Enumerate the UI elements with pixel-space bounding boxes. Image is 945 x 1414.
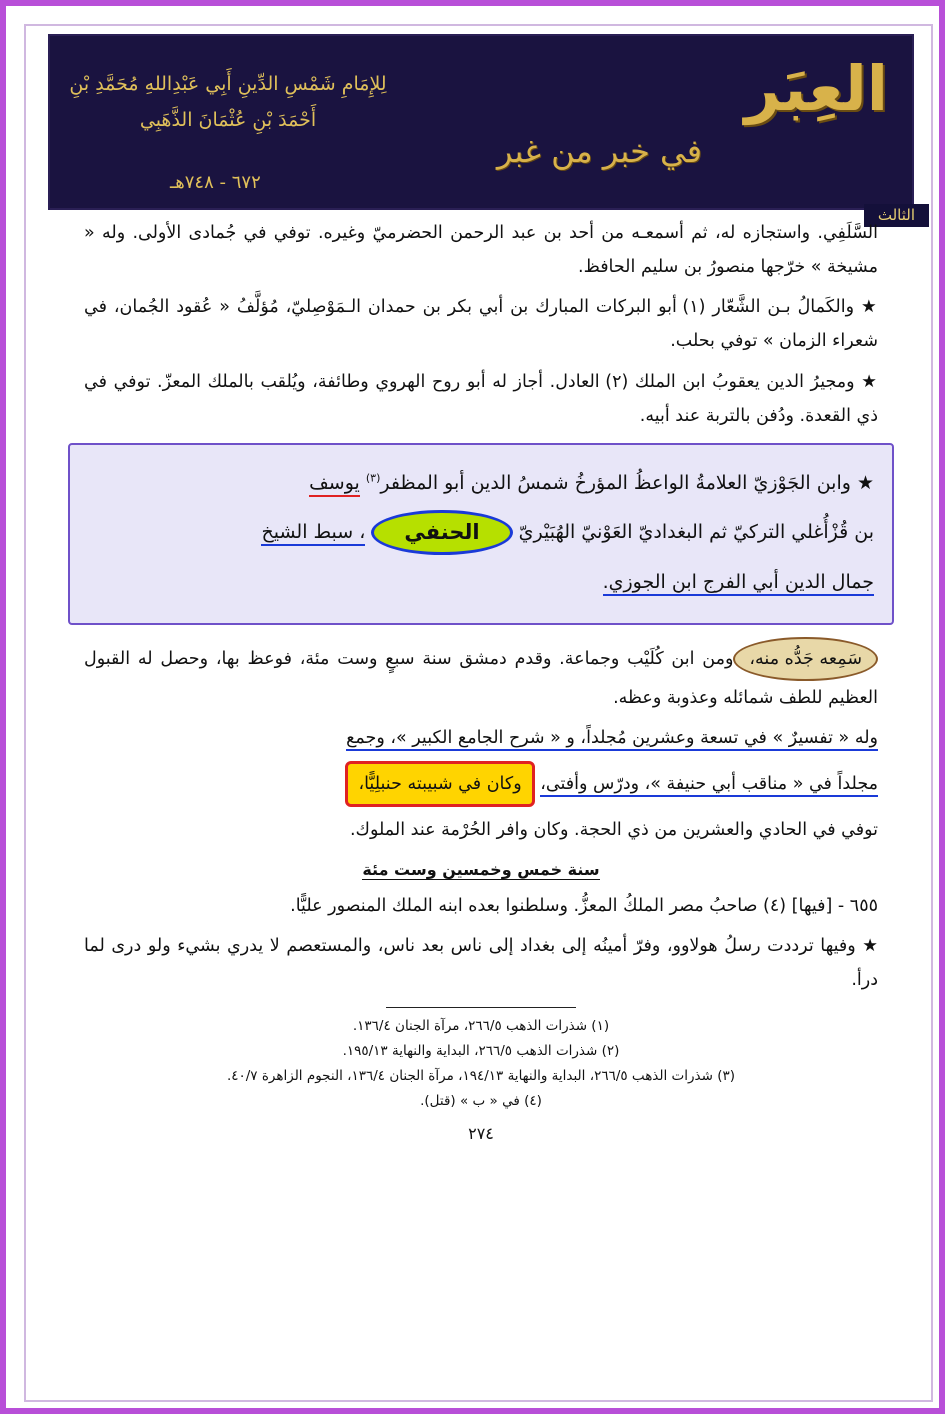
box-line-2 <box>88 508 874 557</box>
paragraph-5 <box>66 721 896 755</box>
footnote-list <box>66 1014 896 1114</box>
volume-tab: الثالث <box>864 204 929 227</box>
page-inner <box>24 24 933 1402</box>
box-line-1-text: ★ وابن الجَوْزيّ العلامةُ الواعظُ المؤرخُ شمسُ الدين أبو المظفر <box>380 471 874 494</box>
page-number: ٢٧٤ <box>468 1123 494 1143</box>
box-line-2-text: بن قُزْأُغلي التركيّ ثم البغداديّ العَوْنيّ الهُبَيْريّ <box>518 521 874 544</box>
paragraph-3: ★ ومجيرُ الدين يعقوبُ ابن الملك (٢) العادل. أجاز له أبو روح الهروي وطائفة، ويُلقب بالملك المعزّ. توفي في ذي القعدة. ودُفن بالتربة عند أبيه. <box>84 371 878 426</box>
paragraph-5b-underlined-blue: مجلداً في « مناقب أبي حنيفة »، ودرّس وأفتى، <box>540 774 878 797</box>
footnote-marker-3: (٣) <box>365 471 381 485</box>
box-line-3 <box>88 558 874 607</box>
ellipse-samia-jadduh: سَمِعه جَدُّه منه، <box>733 637 878 681</box>
title-banner <box>48 34 914 210</box>
paragraph-6: توفي في الحادي والعشرين من ذي الحجة. وكان وافر الحُرْمة عند الملوك. <box>349 820 878 841</box>
book-subtitle: في خبر من غبر <box>496 132 702 170</box>
book-title: العِبَر <box>744 52 888 125</box>
paragraph-8: ★ وفيها ترددت رسلُ هولاوو، وفرّ أمينُه إلى بغداد إلى ناس بعد ناس، والمستعصم لا يدري بشيء ولو درى لما درأ. <box>84 935 878 990</box>
paragraph-7: ٦٥٥ - [فيها] (٤) صاحبُ مصر الملكُ المعزُّ. وسلطنوا بعده ابنه الملك المنصور عليًّا. <box>290 895 878 916</box>
book-author: لِلإِمَامِ شَمْسِ الدِّينِ أَبِي عَبْدِاللهِ مُحَمَّدِ بْنِ أَحْمَدَ بْنِ عُثْمَانَ الذَّهَبِي <box>69 73 387 132</box>
footnote-item: (٤) في « ب » (قتل). <box>420 1093 542 1110</box>
footnote-separator <box>386 1007 576 1008</box>
year-heading <box>66 854 896 885</box>
paragraph-2: ★ والكَمالُ بـن الشَّعّار (١) أبو البركات المبارك بن أبي بكر بن حمدان الـمَوْصِليّ، مُؤلَّفُ « عُقود الجُمان، في شعراء الزمان » توفي بحلب. <box>84 297 879 352</box>
box-line-2-tail-underlined-blue: ، سبط الشيخ <box>261 521 365 546</box>
box-line-1 <box>88 459 874 508</box>
year-heading-text: سنة خمس وخمسين وست مئة <box>362 859 600 879</box>
paragraph-4 <box>66 637 896 715</box>
page-body <box>66 216 896 1149</box>
author-dates: ٦٧٢ - ٧٤٨هـ <box>170 172 261 193</box>
footnote-item: (٣) شذرات الذهب ٢٦٦/٥، البداية والنهاية ١٩٤/١٣، مرآة الجنان ١٣٦/٤، النجوم الزاهرة ٤٠/٧. <box>226 1068 736 1085</box>
name-youssef-underlined-red: يوسف <box>309 472 360 497</box>
paragraph-1: السَّلَفِي. واستجازه له، ثم أسمعـه من أحد بن عبد الرحمن الحضرميّ وغيره. توفي في جُمادى الأولى. وله « مشيخة » خرّجها منصورُ بن سليم الحافظ. <box>84 223 878 278</box>
paragraph-5-underlined-blue: وله « تفسيرٌ » في تسعة وعشرين مُجلداً، و « شرح الجامع الكبير »، وجمع <box>346 728 878 751</box>
paragraph-5b <box>66 761 896 807</box>
footnote-item: (١) شذرات الذهب ٢٦٦/٥، مرآة الجنان ١٣٦/٤. <box>352 1018 610 1035</box>
highlight-box-yellow: وكان في شبيبته حنبلِيًّا، <box>345 761 534 807</box>
box-line-3-underlined-blue: جمال الدين أبي الفرج ابن الجوزي. <box>603 571 874 596</box>
highlight-box-purple <box>68 443 894 625</box>
paragraph-4-text: ومن ابن كُلَيْب وجماعة. وقدم دمشق سنة سبعٍ وست مئة، فوعظ بها، وحصل له القبول العظيم للطف شمائله وعذوبة وعظه. <box>84 648 878 709</box>
footnote-item: (٢) شذرات الذهب ٢٦٦/٥، البداية والنهاية ١٩٥/١٣. <box>342 1043 620 1060</box>
ellipse-hanafi: الحنفي <box>371 510 512 555</box>
